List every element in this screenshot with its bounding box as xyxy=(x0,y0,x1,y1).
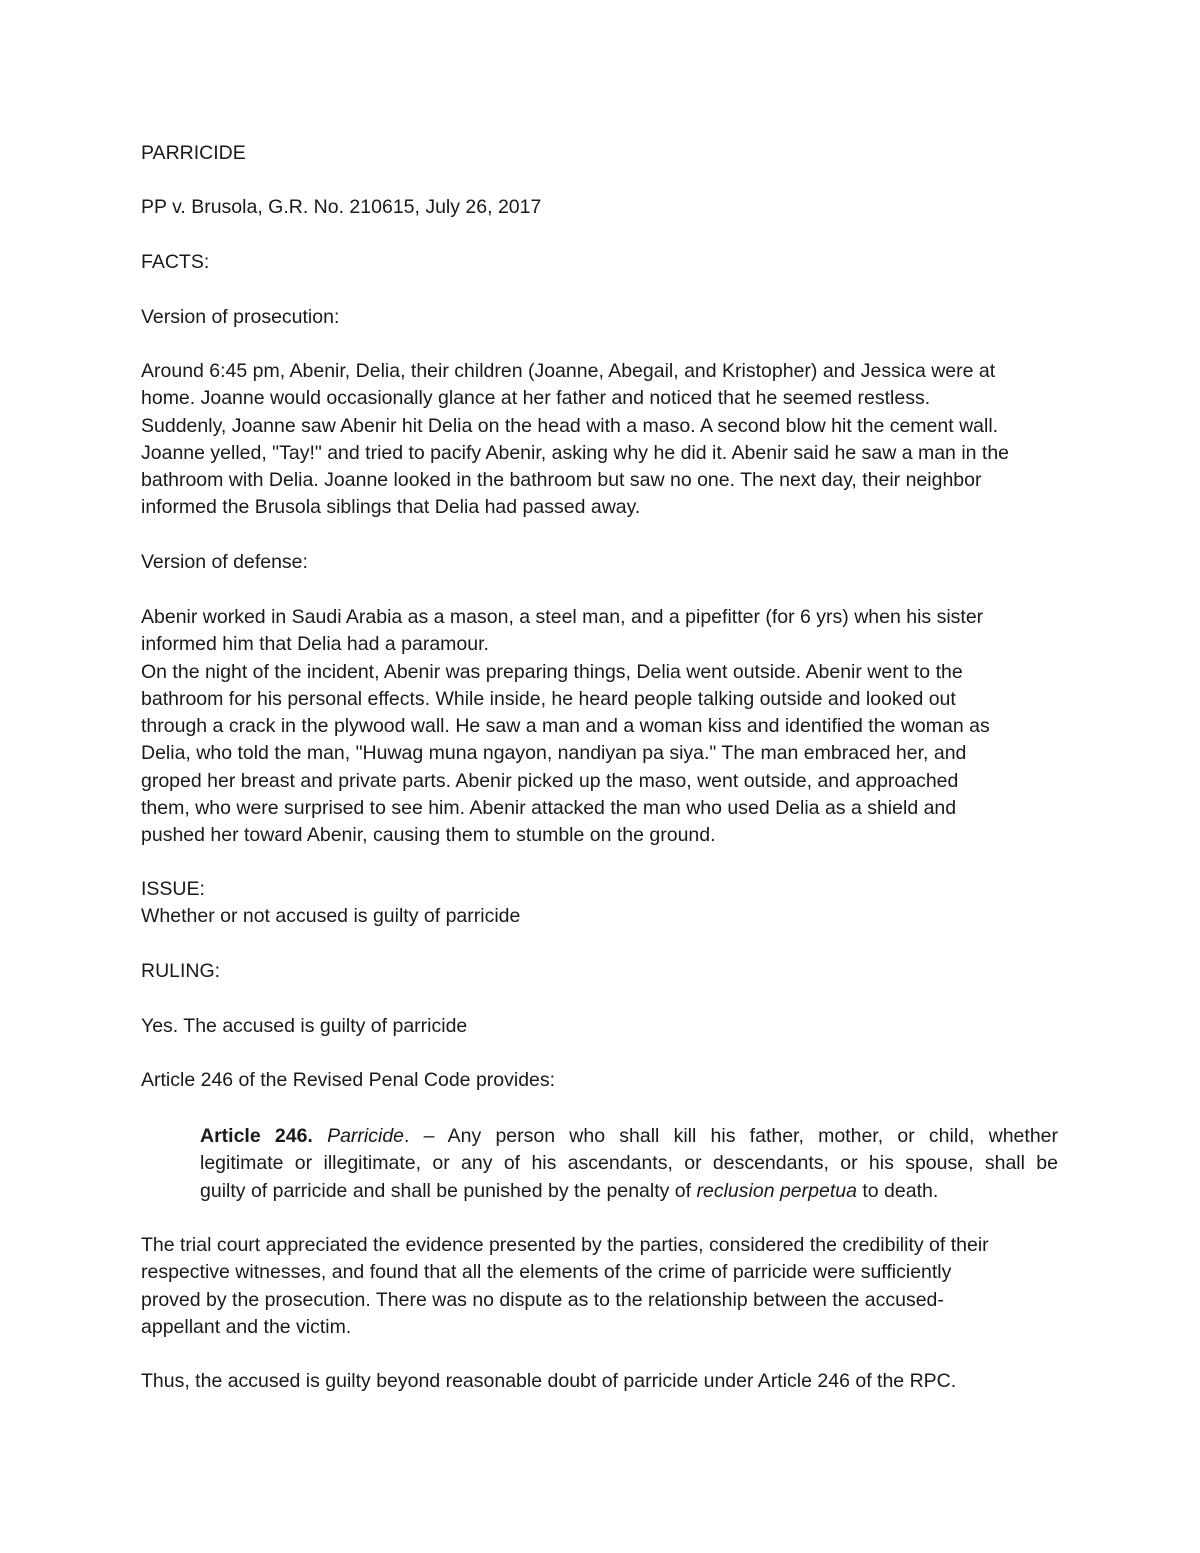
defense-line: informed him that Delia had a paramour. xyxy=(141,633,489,656)
trial-court-line: respective witnesses, and found that all the elements of the crime of parricide were sufficiently xyxy=(141,1261,952,1284)
trial-court-line: proved by the prosecution. There was no dispute as to the relationship between the accused- xyxy=(141,1288,944,1311)
defense-paragraph xyxy=(141,604,1066,850)
quote-line xyxy=(200,1178,1058,1205)
document-heading: PARRICIDE xyxy=(141,142,246,164)
defense-line: bathroom for his personal effects. While inside, he heard people talking outside and looked out xyxy=(141,687,956,710)
prosecution-line: Suddenly, Joanne saw Abenir hit Delia on the head with a maso. A second blow hit the cement wall. xyxy=(141,414,999,437)
penalty-term: reclusion perpetua xyxy=(696,1179,857,1202)
case-citation: PP v. Brusola, G.R. No. 210615, July 26, 2017 xyxy=(141,196,542,218)
quote-line: legitimate or illegitimate, or any of his ascendants, or descendants, or his spouse, shall be xyxy=(200,1152,1058,1175)
defense-line: through a crack in the plywood wall. He saw a man and a woman kiss and identified the woman as xyxy=(141,715,990,738)
defense-line: Abenir worked in Saudi Arabia as a mason, a steel man, and a pipefitter (for 6 yrs) when his sister xyxy=(141,606,984,628)
trial-court-line: appellant and the victim. xyxy=(141,1315,352,1338)
defense-label: Version of defense: xyxy=(141,551,308,573)
conclusion: Thus, the accused is guilty beyond reasonable doubt of parricide under Article 246 of the RPC. xyxy=(141,1370,957,1392)
quote-text: to death. xyxy=(856,1179,939,1202)
defense-line: pushed her toward Abenir, causing them to stumble on the ground. xyxy=(141,824,716,847)
article-title: Parricide xyxy=(327,1125,405,1147)
prosecution-label: Version of prosecution: xyxy=(141,306,340,328)
article-quote xyxy=(200,1123,1058,1205)
defense-line: them, who were surprised to see him. Abenir attacked the man who used Delia as a shield and xyxy=(141,797,957,820)
issue-label: ISSUE: xyxy=(141,878,205,900)
article-number: Article 246. xyxy=(200,1125,313,1147)
quote-text: guilty of parricide and shall be punished by the penalty of xyxy=(200,1179,697,1202)
trial-court-line: The trial court appreciated the evidence presented by the parties, considered the credibility of their xyxy=(141,1234,989,1256)
prosecution-line: informed the Brusola siblings that Delia had passed away. xyxy=(141,496,641,519)
defense-line: groped her breast and private parts. Abenir picked up the maso, went outside, and approached xyxy=(141,769,959,792)
prosecution-line: Around 6:45 pm, Abenir, Delia, their children (Joanne, Abegail, and Kristopher) and Jessica were at xyxy=(141,360,996,382)
prosecution-line: home. Joanne would occasionally glance at her father and noticed that he seemed restless. xyxy=(141,387,931,410)
quote-line xyxy=(200,1123,1058,1150)
facts-label: FACTS: xyxy=(141,251,210,273)
prosecution-line: Joanne yelled, "Tay!" and tried to pacify Abenir, asking why he did it. Abenir said he saw a man in the xyxy=(141,441,1010,464)
prosecution-paragraph xyxy=(141,358,1066,522)
defense-line: On the night of the incident, Abenir was preparing things, Delia went outside. Abenir went to the xyxy=(141,660,963,683)
defense-line: Delia, who told the man, "Huwag muna ngayon, nandiyan pa siya." The man embraced her, and xyxy=(141,742,967,765)
trial-court-paragraph xyxy=(141,1232,1066,1341)
issue-text: Whether or not accused is guilty of parricide xyxy=(141,905,521,927)
article-intro: Article 246 of the Revised Penal Code provides: xyxy=(141,1069,556,1091)
prosecution-line: bathroom with Delia. Joanne looked in the bathroom but saw no one. The next day, their neighbor xyxy=(141,469,982,492)
quote-text: . – Any person who shall kill his father, mother, or child, whether xyxy=(404,1125,1059,1147)
ruling-label: RULING: xyxy=(141,960,221,982)
ruling-text: Yes. The accused is guilty of parricide xyxy=(141,1015,468,1037)
